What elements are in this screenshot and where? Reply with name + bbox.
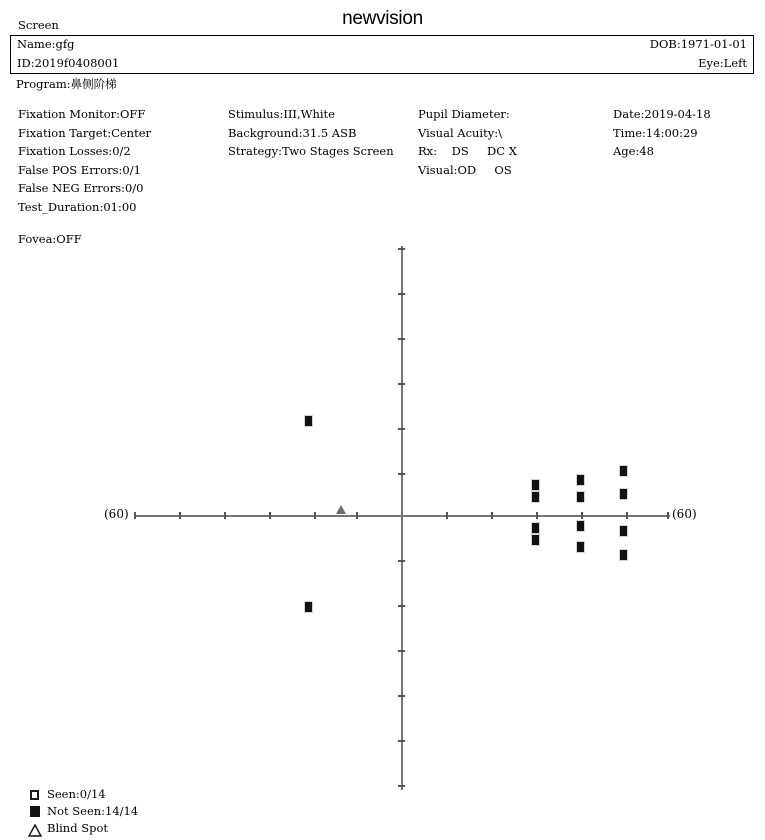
data-point-not-seen bbox=[619, 465, 628, 477]
param-test-duration: Test_Duration:01:00 bbox=[18, 199, 137, 214]
data-point-not-seen bbox=[531, 534, 540, 546]
app-title: newvision bbox=[342, 8, 423, 29]
param-fixation-losses: Fixation Losses:0/2 bbox=[18, 144, 131, 158]
param-column-fixation bbox=[18, 105, 151, 249]
y-axis-tick bbox=[398, 338, 405, 340]
legend-label-blind-spot: Blind Spot bbox=[47, 821, 109, 835]
param-column-stimulus bbox=[228, 105, 394, 161]
y-axis-line bbox=[401, 246, 403, 790]
param-visual-acuity: Visual Acuity:\ bbox=[418, 125, 502, 140]
legend-item-blind-spot bbox=[30, 821, 330, 838]
param-fixation-monitor: Fixation Monitor:OFF bbox=[18, 107, 146, 121]
param-visual-od-os: Visual:OD OS bbox=[418, 162, 512, 177]
x-axis-tick bbox=[269, 512, 271, 519]
x-axis-label-right: (60) bbox=[672, 507, 697, 521]
patient-id: ID:2019f0408001 bbox=[17, 56, 120, 70]
param-background: Background:31.5 ASB bbox=[228, 125, 357, 140]
patient-info-box bbox=[10, 35, 754, 74]
data-point-not-seen bbox=[619, 525, 628, 537]
param-time: Time:14:00:29 bbox=[613, 125, 698, 140]
legend-item-seen bbox=[30, 787, 330, 804]
program-label: Program:鼻侧阶梯 bbox=[16, 77, 117, 91]
x-axis-tick bbox=[314, 512, 316, 519]
patient-eye: Eye:Left bbox=[698, 56, 747, 70]
patient-row-id bbox=[11, 55, 753, 74]
data-point-not-seen bbox=[576, 541, 585, 553]
y-axis-tick bbox=[398, 428, 405, 430]
param-column-session bbox=[613, 105, 711, 161]
data-point-not-seen bbox=[304, 601, 313, 613]
y-axis-tick bbox=[398, 605, 405, 607]
legend-label-seen: Seen:0/14 bbox=[47, 787, 106, 801]
y-axis-tick bbox=[398, 248, 405, 250]
blind-spot-icon bbox=[336, 505, 346, 514]
param-column-optical bbox=[418, 105, 517, 179]
x-axis-tick bbox=[626, 512, 628, 519]
y-axis-tick bbox=[398, 383, 405, 385]
param-fixation-target: Fixation Target:Center bbox=[18, 125, 152, 140]
param-stimulus: Stimulus:III,White bbox=[228, 107, 335, 121]
data-point-not-seen bbox=[576, 520, 585, 532]
screen-label: Screen bbox=[18, 18, 59, 32]
y-axis-tick bbox=[398, 473, 405, 475]
patient-row-name bbox=[11, 36, 753, 55]
param-strategy: Strategy:Two Stages Screen bbox=[228, 144, 394, 158]
x-axis-tick bbox=[134, 512, 136, 519]
y-axis-tick bbox=[398, 740, 405, 742]
x-axis-tick bbox=[356, 512, 358, 519]
data-point-not-seen bbox=[531, 479, 540, 491]
x-axis-label-left: (60) bbox=[104, 507, 129, 521]
param-date: Date:2019-04-18 bbox=[613, 107, 711, 121]
x-axis-tick bbox=[536, 512, 538, 519]
x-axis-tick bbox=[491, 512, 493, 519]
data-point-not-seen bbox=[531, 491, 540, 503]
param-rx: Rx: DS DC X bbox=[418, 144, 517, 158]
patient-name: Name:gfg bbox=[17, 37, 75, 51]
patient-dob: DOB:1971-01-01 bbox=[649, 37, 747, 51]
y-axis-tick bbox=[398, 695, 405, 697]
x-axis-tick bbox=[224, 512, 226, 519]
param-false-pos-errors: False POS Errors:0/1 bbox=[18, 162, 141, 177]
x-axis-tick bbox=[667, 512, 669, 519]
data-point-not-seen bbox=[576, 474, 585, 486]
open-square-icon bbox=[30, 790, 39, 800]
data-point-not-seen bbox=[576, 491, 585, 503]
x-axis-line bbox=[135, 515, 670, 517]
x-axis-tick bbox=[179, 512, 181, 519]
param-fovea: Fovea:OFF bbox=[18, 232, 82, 246]
data-point-not-seen bbox=[619, 488, 628, 500]
param-age: Age:48 bbox=[613, 144, 654, 158]
data-point-not-seen bbox=[304, 415, 313, 427]
test-parameters bbox=[0, 105, 765, 245]
filled-square-icon bbox=[30, 806, 40, 817]
data-point-not-seen bbox=[531, 522, 540, 534]
legend-label-not-seen: Not Seen:14/14 bbox=[47, 804, 139, 818]
y-axis-tick bbox=[398, 293, 405, 295]
triangle-icon bbox=[30, 824, 40, 834]
y-axis-tick bbox=[398, 560, 405, 562]
plot-legend bbox=[30, 787, 330, 838]
param-false-neg-errors: False NEG Errors:0/0 bbox=[18, 181, 144, 195]
legend-item-not-seen bbox=[30, 804, 330, 821]
data-point-not-seen bbox=[619, 549, 628, 561]
x-axis-tick bbox=[446, 512, 448, 519]
y-axis-tick bbox=[398, 785, 405, 787]
y-axis-tick bbox=[398, 650, 405, 652]
x-axis-tick bbox=[581, 512, 583, 519]
param-pupil-diameter: Pupil Diameter: bbox=[418, 107, 510, 121]
